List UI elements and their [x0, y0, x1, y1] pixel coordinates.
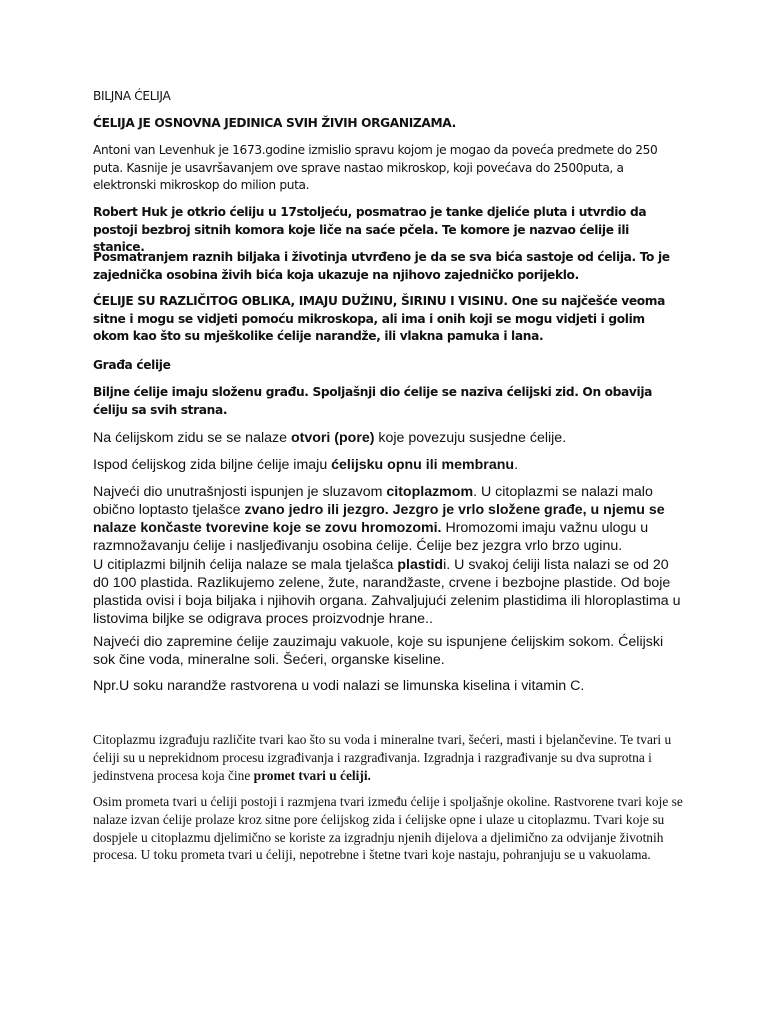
paragraph-celijski-zid — [93, 429, 683, 447]
paragraph-grada: Biljne ćelije imaju složenu građu. Spoljašnji dio ćelije se naziva ćelijski zid. On obavija ćeliju sa svih strana. — [93, 385, 653, 417]
paragraph-huk: Robert Huk je otkrio ćeliju u 17stoljeću, posmatrao je tanke djeliće pluta i utvrdio da postoji bezbroj sitnih komora koje liče na saće pčela. Te komore je nazvao ćelije ili stanice. — [93, 205, 647, 254]
citoplazma-text-a: Najveći dio unutrašnjosti ispunjen je sluzavom — [93, 484, 387, 500]
tvari-text-promet: promet tvari u ćeliji. — [253, 767, 371, 783]
paragraph-promet-tvari — [93, 731, 683, 784]
paragraph-oblici — [93, 293, 683, 346]
heading-grada-celije: Građa ćelije — [93, 358, 171, 372]
citoplazma-text-bold: citoplazmom — [386, 484, 474, 500]
paragraph-citoplazma — [93, 483, 683, 555]
paragraph-vakuole: Najveći dio zapremine ćelije zauzimaju vakuole, koje su ispunjene ćelijskim sokom. Ćelijski sok čine voda, mineralne soli. Šećeri, organske kiseline. — [93, 634, 664, 668]
plastidi-text-bold: plastid — [397, 557, 444, 573]
paragraph-npr: Npr.U soku narandže rastvorena u vodi nalazi se limunska kiselina i vitamin C. — [93, 678, 585, 694]
plastidi-text-c: i. U svakoj ćeliji lista nalazi se od 20 d0 100 plastida. Razlikujemo zelene, žute, narandžaste, crvene i bezbojne plastide. Od boje plastida ovisi i boja biljaka i njihovih organa. Zahvaljujući zelenim plastidima ili hloroplastima u listovima biljke se odigrava proces proizvodnje hrane.. — [93, 557, 681, 627]
paragraph-levenhuk: Antoni van Levenhuk je 1673.godine izmislio spravu kojom je mogao da poveća predmete do 250 puta. Kasnije je usavršavanjem ove sprave nastao mikroskop, koji povećava do 2500puta, a elektronski mikroskop do milion puta. — [93, 143, 658, 192]
document-subtitle: ĆELIJA JE OSNOVNA JEDINICA SVIH ŽIVIH ORGANIZAMA. — [93, 116, 456, 130]
citoplazma-text-c: . U citoplazmi se nalazi malo obično loptasto tjelašce — [93, 484, 653, 518]
opna-text-a: Ispod ćelijskog zida biljne ćelije imaju — [93, 457, 332, 473]
paragraph-plastidi — [93, 556, 683, 628]
paragraph-posmatranjem: Posmatranjem raznih biljaka i životinja utvrđeno je da se sva bića sastoje od ćelija. To je zajednička osobina živih bića koja ukazuje na njihovo zajedničko porijeklo. — [93, 250, 670, 282]
opna-text-membrana: ćelijsku opnu ili membranu — [331, 457, 515, 473]
paragraph-opna — [93, 456, 683, 474]
oblici-caps: ĆELIJE SU RAZLIČITOG OBLIKA, IMAJU DUŽINU, ŠIRINU I VISINU. — [93, 294, 508, 308]
citoplazma-text-jezgro: zvano jedro ili jezgro. Jezgro je vrlo složene građe, u njemu se nalaze končaste tvorevine koje se zovu hromozomi. — [93, 502, 665, 536]
citoplazma-text-e: Hromozomi imaju važnu ulogu u razmnožavanju ćelije i nasljeđivanju osobina ćelije. Ćelije bez jezgra vrlo brzo uginu. — [93, 520, 649, 554]
opna-text-c: . — [514, 457, 519, 473]
tvari-text-a: Citoplazmu izgrađuju različite tvari kao što su voda i mineralne tvari, šećeri, masti i bjelančevine. Te tvari u ćeliji su u neprekidnom procesu izgrađivanja i razgrađivanja. Izgradnja i razgrađivanje su dva suprotna i jedinstvena procesa koja čine — [93, 732, 672, 783]
zid-text-c: koje povezuju susjedne ćelije. — [374, 430, 567, 446]
oblici-rest: One su najčešće veoma sitne i mogu se vidjeti pomoću mikroskopa, ali ima i onih koji se mogu vidjeti i golim okom kao što su mješkolike ćelije narandže, ili vlakna pamuka i lana. — [93, 294, 666, 343]
paragraph-razmjena-tvari: Osim prometa tvari u ćeliji postoji i razmjena tvari između ćelije i spoljašnje okoline. Rastvorene tvari koje se nalaze izvan ćelije prolaze kroz sitne pore ćelijskog zida i ćelijske opne i ulaze u citoplazmu. Tvari koje su dospjele u citoplazmu djelimično se koriste za izgradnju njenih dijelova a djelimično za odvijanje životnih procesa. U toku prometa tvari u ćeliji, nepotrebne i štetne tvari koje nastaju, pohranjuju se u vakuolama. — [93, 794, 683, 863]
zid-text-pore: otvori (pore) — [290, 430, 375, 446]
plastidi-text-a: U citiplazmi biljnih ćelija nalaze se mala tjelašca — [93, 557, 398, 573]
zid-text-a: Na ćelijskom zidu se se nalaze — [93, 430, 291, 446]
document-title: BILJNA ĆELIJA — [93, 89, 171, 103]
